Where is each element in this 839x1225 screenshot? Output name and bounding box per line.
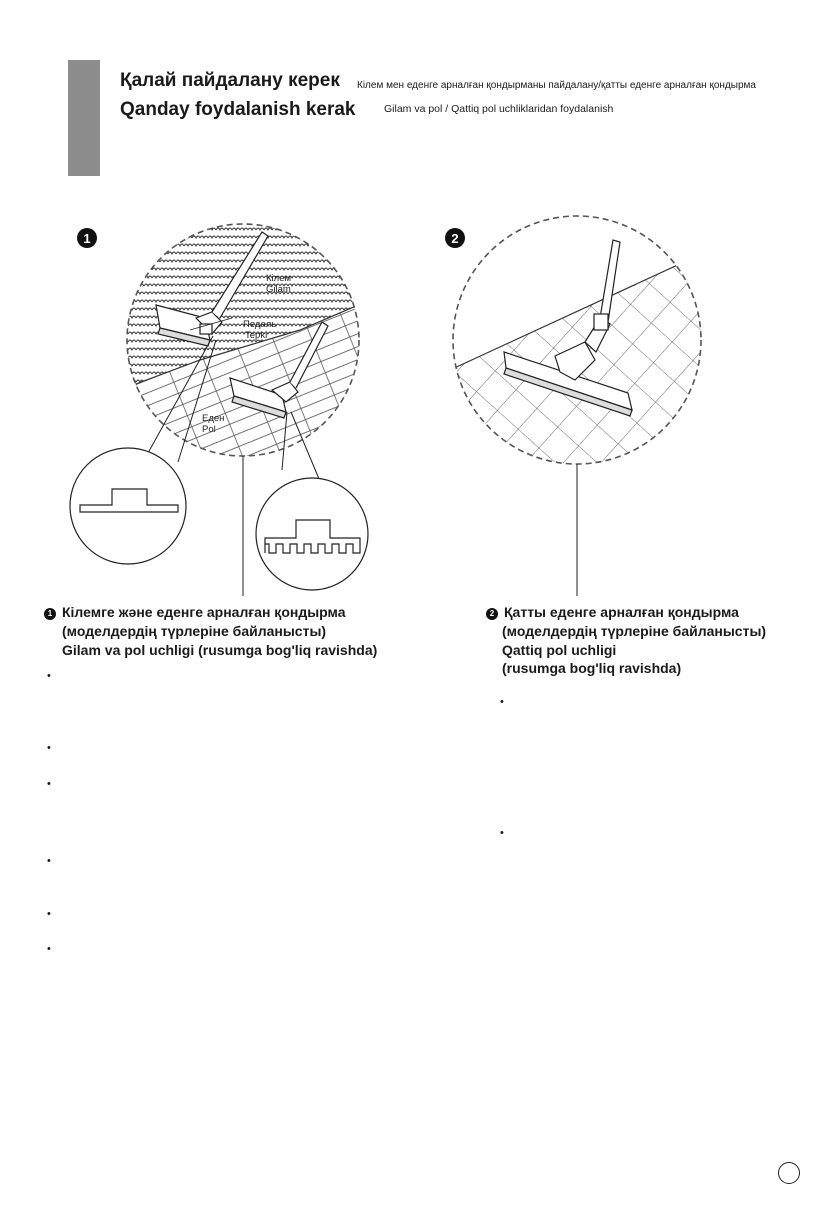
section2-bullet: • [500, 827, 504, 839]
section2-number-icon: 2 [486, 608, 498, 620]
section2-heading: 2 Қатты еденге арналған қондырма [486, 603, 739, 621]
section1-bullet: • [47, 670, 51, 682]
page-number-circle [778, 1162, 800, 1184]
label-pedal-uz: Tepki [245, 330, 268, 341]
figure-number-2-icon [445, 228, 465, 248]
section1-heading: 1 Кілемге және еденге арналған қондырма [44, 603, 346, 621]
section1-subheading-uz: Gilam va pol uchligi (rusumga bog'liq ravishda) [62, 642, 378, 658]
svg-text:2: 2 [451, 231, 459, 246]
section1-bullet: • [47, 855, 51, 867]
section2-subheading-uz2: (rusumga bog'liq ravishda) [502, 660, 682, 676]
page-title-uz: Qanday foydalanish kerak [120, 99, 356, 120]
label-floor-uz: Pol [202, 424, 216, 435]
section1-number-icon: 1 [44, 608, 56, 620]
section1-bullet: • [47, 908, 51, 920]
section2-bullet: • [500, 696, 504, 708]
section1-bullet: • [47, 742, 51, 754]
svg-text:1: 1 [83, 231, 91, 246]
page-title-kk: Қалай пайдалану керек [120, 70, 340, 91]
page-subtitle-kk: Кілем мен еденге арналған қондырманы пайдалану/қатты еденге арналған қондырма [357, 80, 756, 91]
label-floor-kk: Еден [202, 413, 225, 424]
label-pedal-kk: Педаль [243, 319, 277, 330]
page-subtitle-uz: Gilam va pol / Qattiq pol uchliklaridan foydalanish [384, 103, 614, 115]
label-carpet-uz: Gilam [266, 284, 291, 295]
section2-subheading-uz: Qattiq pol uchligi [502, 642, 617, 658]
section1-subheading: (моделдердің түрлеріне байланысты) [62, 623, 327, 639]
section2-subheading: (моделдердің түрлеріне байланысты) [502, 623, 767, 639]
label-carpet-kk: Кілем [266, 273, 292, 284]
section1-bullet: • [47, 943, 51, 955]
section1-bullet: • [47, 778, 51, 790]
figure-number-1-icon [77, 228, 97, 248]
